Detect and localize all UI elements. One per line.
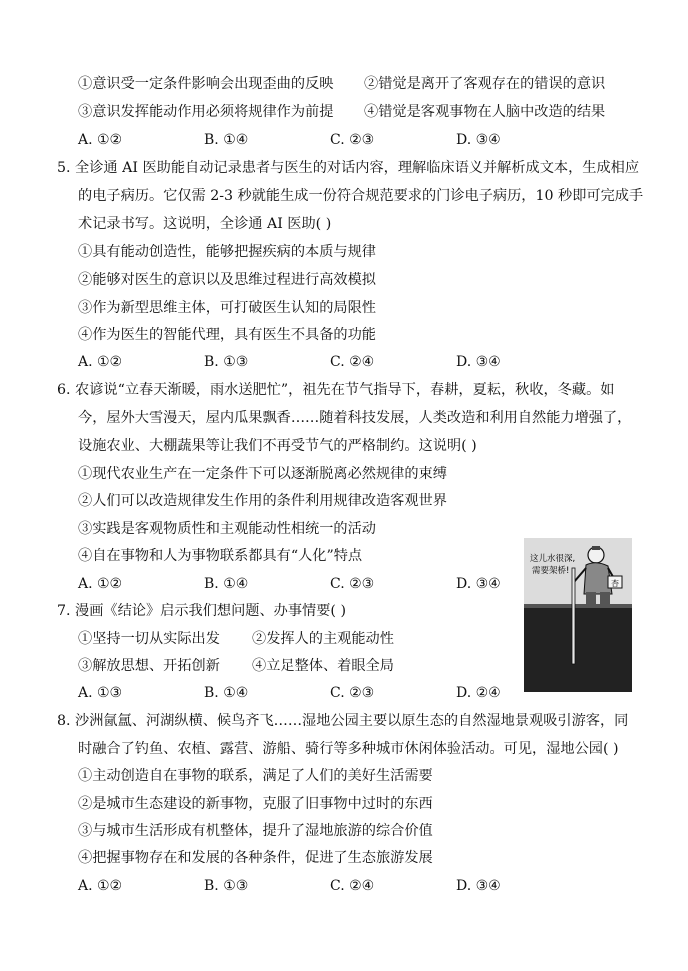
q4-option-a[interactable]: A. ①② xyxy=(78,132,123,148)
q6-option-b[interactable]: B. ①④ xyxy=(204,576,249,592)
q5-statement-3: ③作为新型思维主体，可打破医生认知的局限性 xyxy=(78,300,376,316)
q7-option-a[interactable]: A. ①③ xyxy=(78,685,123,701)
q6-statement-1: ①现代农业生产在一定条件下可以逐渐脱离必然规律的束缚 xyxy=(78,466,447,482)
q5-option-d[interactable]: D. ③④ xyxy=(456,354,501,370)
q8-stem-line-2: 时融合了钓鱼、农植、露营、游船、骑行等多种城市休闲体验活动。可见，湿地公园( ) xyxy=(78,741,619,757)
q4-statement-4: ④错觉是客观事物在人脑中改造的结果 xyxy=(364,104,606,120)
q8-option-b[interactable]: B. ①③ xyxy=(204,878,249,894)
q6-statement-2: ②人们可以改造规律发生作用的条件利用规律改造客观世界 xyxy=(78,493,447,509)
q4-statement-1: ①意识受一定条件影响会出现歪曲的反映 xyxy=(78,76,334,92)
q6-stem-line-3: 设施农业、大棚蔬果等让我们不再受节气的严格制约。这说明( ) xyxy=(78,438,477,454)
q7-statement-1: ①坚持一切从实际出发 xyxy=(78,631,220,647)
q8-option-a[interactable]: A. ①② xyxy=(78,878,123,894)
q5-stem-line-2: 的电子病历。它仅需 2-3 秒就能生成一份符合规范要求的门诊电子病历，10 秒即可完成手 xyxy=(78,188,644,204)
q6-stem-line-1: 6. 农谚说“立春天渐暖，雨水送肥忙”，祖先在节气指导下，春耕，夏耘，秋收，冬藏。如 xyxy=(57,382,615,398)
q5-statement-1: ①具有能动创造性，能够把握疾病的本质与规律 xyxy=(78,244,376,260)
q7-statement-4: ④立足整体、着眼全局 xyxy=(252,658,394,674)
q6-statement-4: ④自在事物和人为事物联系都具有“人化”特点 xyxy=(78,548,363,564)
q6-option-a[interactable]: A. ①② xyxy=(78,576,123,592)
q4-option-d[interactable]: D. ③④ xyxy=(456,132,501,148)
cartoon-measuring-stick xyxy=(572,568,575,664)
q6-option-c[interactable]: C. ②③ xyxy=(330,576,375,592)
q7-statement-2: ②发挥人的主观能动性 xyxy=(252,631,394,647)
q8-statement-2: ②是城市生态建设的新事物，克服了旧事物中过时的东西 xyxy=(78,796,433,812)
q4-option-c[interactable]: C. ②③ xyxy=(330,132,375,148)
q7-statement-3: ③解放思想、开拓创新 xyxy=(78,658,220,674)
q7-stem-line-1: 7. 漫画《结论》启示我们想问题、办事情要( ) xyxy=(57,603,347,619)
cartoon-caption-line-2: 需要架桥! xyxy=(532,566,570,576)
q5-stem-line-1: 5. 全诊通 AI 医助能自动记录患者与医生的对话内容，理解临床语义并解析成文本，生成相应 xyxy=(57,160,640,176)
q8-stem-line-1: 8. 沙洲氤氲、河湖纵横、候鸟齐飞……湿地公园主要以原生态的自然湿地景观吸引游客，同 xyxy=(57,713,629,729)
q7-option-b[interactable]: B. ①④ xyxy=(204,685,249,701)
q8-statement-4: ④把握事物存在和发展的各种条件，促进了生态旅游发展 xyxy=(78,850,433,866)
q5-option-c[interactable]: C. ②④ xyxy=(330,354,375,370)
q8-option-d[interactable]: D. ③④ xyxy=(456,878,501,894)
q5-statement-2: ②能够对医生的意识以及思维过程进行高效模拟 xyxy=(78,272,376,288)
q5-option-b[interactable]: B. ①③ xyxy=(204,354,249,370)
q6-statement-3: ③实践是客观物质性和主观能动性相统一的活动 xyxy=(78,521,376,537)
q8-statement-1: ①主动创造自在事物的联系，满足了人们的美好生活需要 xyxy=(78,768,433,784)
cartoon-caption-line-1: 这儿水很深, xyxy=(530,554,576,564)
q4-statement-3: ③意识发挥能动作用必须将规律作为前提 xyxy=(78,104,334,120)
q5-option-a[interactable]: A. ①② xyxy=(78,354,123,370)
cartoon-conclusion xyxy=(524,538,632,692)
q4-statement-2: ②错觉是离开了客观存在的错误的意识 xyxy=(364,76,606,92)
q6-option-d[interactable]: D. ③④ xyxy=(456,576,501,592)
q5-statement-4: ④作为医生的智能代理，具有医生不具备的功能 xyxy=(78,327,376,343)
q6-stem-line-2: 今，屋外大雪漫天，屋内瓜果飘香……随着科技发展，人类改造和利用自然能力增强了， xyxy=(78,410,632,426)
q7-option-c[interactable]: C. ②③ xyxy=(330,685,375,701)
cartoon-bag-tag: 杏 xyxy=(611,579,619,588)
q5-stem-line-3: 术记录书写。这说明，全诊通 AI 医助( ) xyxy=(78,216,332,232)
q8-option-c[interactable]: C. ②④ xyxy=(330,878,375,894)
q7-option-d[interactable]: D. ②④ xyxy=(456,685,501,701)
q8-statement-3: ③与城市生活形成有机整体，提升了湿地旅游的综合价值 xyxy=(78,823,433,839)
q4-option-b[interactable]: B. ①④ xyxy=(204,132,249,148)
